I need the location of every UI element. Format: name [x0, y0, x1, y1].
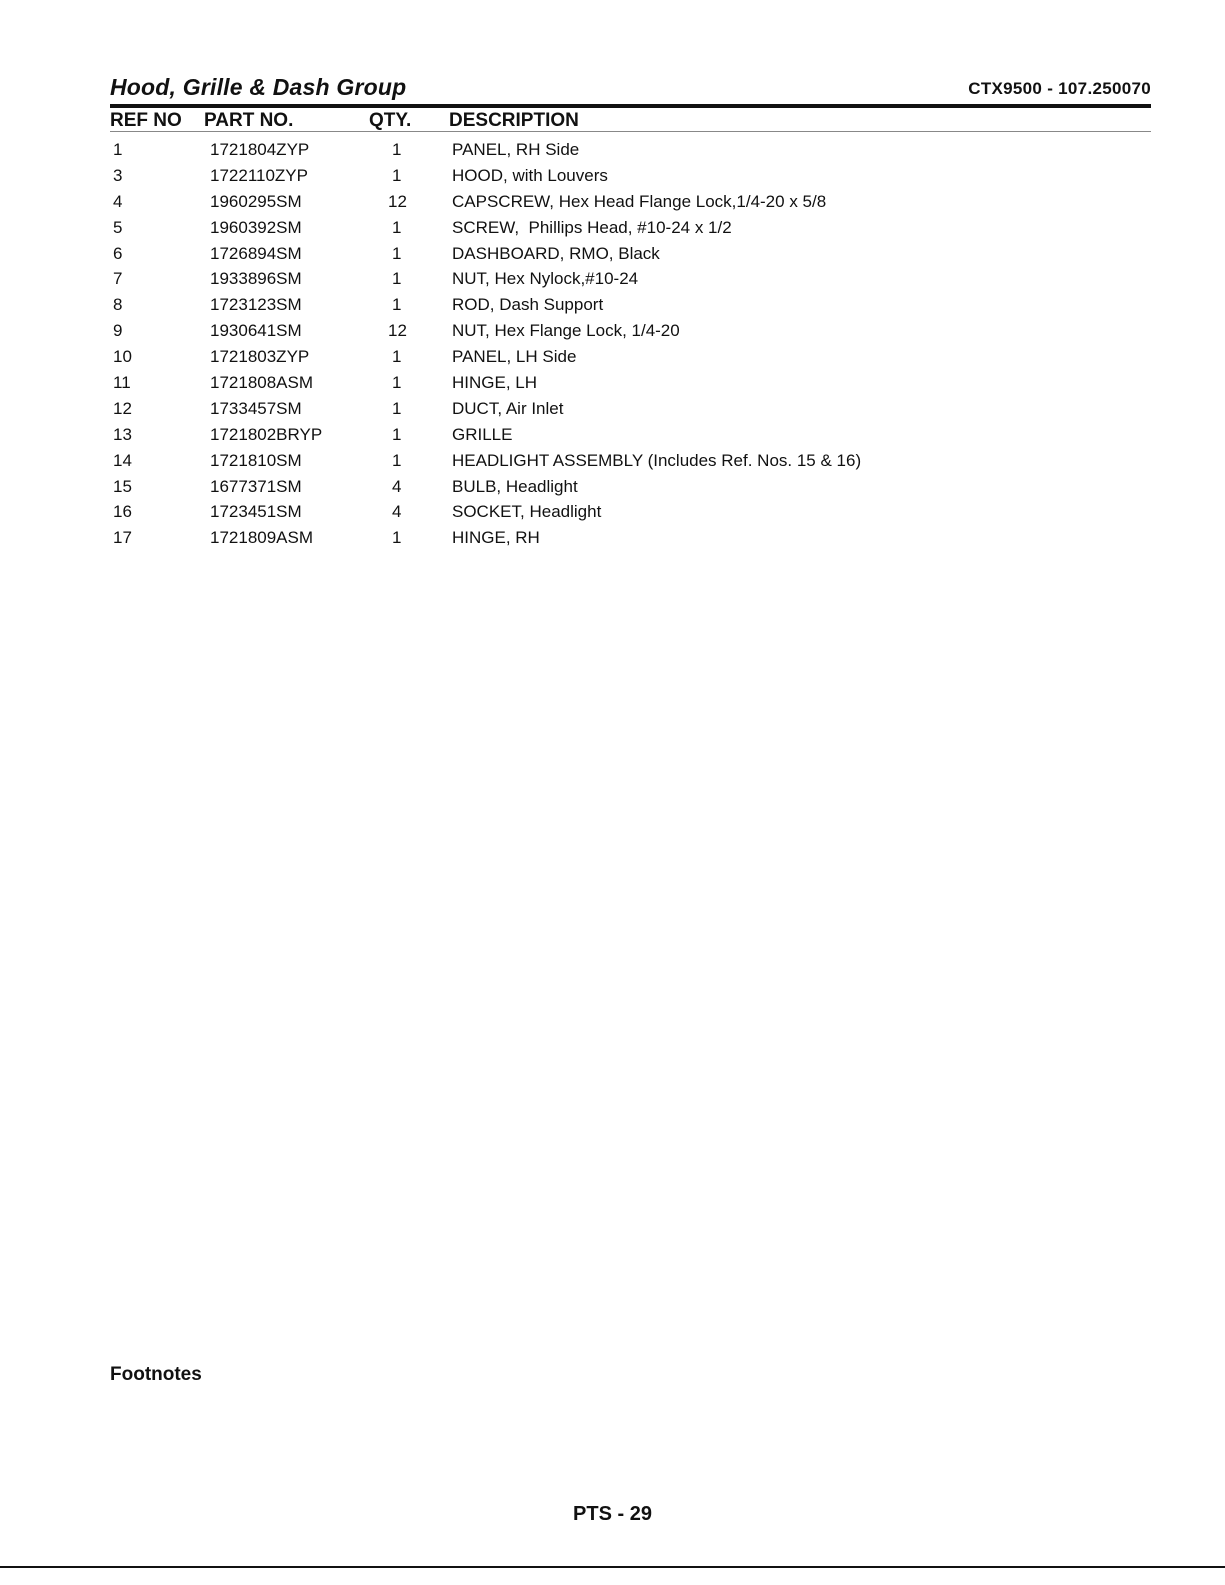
ref-no-cell: 7 [113, 269, 123, 289]
column-header-qty: QTY. [369, 110, 412, 131]
qty-cell: 1 [392, 398, 402, 418]
table-row [110, 526, 1151, 552]
description-cell: HOOD, with Louvers [452, 165, 608, 185]
table-row [110, 345, 1151, 371]
ref-no-cell: 9 [113, 321, 123, 341]
table-header [110, 109, 1151, 132]
page-title: Hood, Grille & Dash Group [110, 74, 407, 100]
ref-no-cell: 6 [113, 243, 123, 263]
description-cell: SCREW, Phillips Head, #10-24 x 1/2 [452, 217, 732, 237]
ref-no-cell: 10 [113, 347, 132, 367]
part-no-cell: 1930641SM [210, 321, 302, 341]
description-cell: PANEL, LH Side [452, 347, 577, 367]
ref-no-cell: 1 [113, 140, 123, 159]
part-no-cell: 1721808ASM [210, 373, 314, 393]
qty-cell: 1 [392, 424, 402, 444]
qty-cell: 1 [392, 269, 402, 289]
qty-cell: 1 [392, 140, 402, 159]
table-row [110, 319, 1151, 345]
table-row [110, 190, 1151, 216]
part-no-cell: 1721810SM [210, 450, 302, 470]
ref-no-cell: 14 [113, 450, 132, 470]
part-no-cell: 1960392SM [210, 217, 302, 237]
ref-no-cell: 4 [113, 191, 123, 211]
qty-cell: 12 [388, 191, 407, 211]
part-no-cell: 1733457SM [210, 398, 302, 418]
qty-cell: 1 [392, 217, 402, 237]
part-no-cell: 1721802BRYP [210, 424, 323, 444]
ref-no-cell: 16 [113, 502, 132, 522]
ref-no-cell: 17 [113, 528, 132, 548]
qty-cell: 12 [388, 321, 407, 341]
page-number: PTS - 29 [573, 1503, 652, 1525]
page-header [110, 74, 1151, 104]
description-cell: HINGE, LH [452, 373, 538, 393]
model-number: CTX9500 - 107.250070 [968, 79, 1151, 98]
description-cell: SOCKET, Headlight [452, 502, 602, 522]
part-no-cell: 1721803ZYP [210, 347, 310, 367]
description-cell: BULB, Headlight [452, 476, 578, 496]
qty-cell: 4 [392, 502, 402, 522]
description-cell: DASHBOARD, RMO, Black [452, 243, 660, 263]
table-row [110, 216, 1151, 242]
description-cell: HEADLIGHT ASSEMBLY (Includes Ref. Nos. 15 & 16) [452, 450, 862, 470]
ref-no-cell: 5 [113, 217, 123, 237]
table-header-divider [110, 131, 1151, 132]
part-no-cell: 1721804ZYP [210, 140, 310, 159]
part-no-cell: 1933896SM [210, 269, 302, 289]
table-row [110, 371, 1151, 397]
part-no-cell: 1723123SM [210, 295, 302, 315]
ref-no-cell: 12 [113, 398, 132, 418]
qty-cell: 1 [392, 243, 402, 263]
qty-cell: 1 [392, 165, 402, 185]
ref-no-cell: 13 [113, 424, 132, 444]
table-row [110, 475, 1151, 501]
table-row [110, 449, 1151, 475]
part-no-cell: 1722110ZYP [210, 165, 308, 185]
page-bottom-divider [0, 1566, 1225, 1568]
part-no-cell: 1960295SM [210, 191, 302, 211]
ref-no-cell: 11 [113, 373, 131, 393]
footnotes-heading: Footnotes [110, 1364, 202, 1385]
parts-table-body [110, 138, 1151, 552]
table-row [110, 397, 1151, 423]
part-no-cell: 1677371SM [210, 476, 302, 496]
table-row [110, 138, 1151, 164]
table-row [110, 293, 1151, 319]
description-cell: CAPSCREW, Hex Head Flange Lock,1/4-20 x 5/8 [452, 191, 827, 211]
part-no-cell: 1721809ASM [210, 528, 314, 548]
qty-cell: 1 [392, 347, 402, 367]
part-no-cell: 1726894SM [210, 243, 302, 263]
description-cell: DUCT, Air Inlet [452, 398, 564, 418]
header-divider [110, 104, 1151, 108]
qty-cell: 1 [392, 295, 402, 315]
table-row [110, 267, 1151, 293]
description-cell: HINGE, RH [452, 528, 540, 548]
table-row [110, 423, 1151, 449]
description-cell: PANEL, RH Side [452, 140, 580, 159]
description-cell: GRILLE [452, 424, 513, 444]
description-cell: NUT, Hex Flange Lock, 1/4-20 [452, 321, 680, 341]
table-row [110, 500, 1151, 526]
qty-cell: 1 [392, 450, 402, 470]
table-row [110, 164, 1151, 190]
part-no-cell: 1723451SM [210, 502, 302, 522]
ref-no-cell: 3 [113, 165, 123, 185]
description-cell: NUT, Hex Nylock,#10-24 [452, 269, 639, 289]
qty-cell: 1 [392, 528, 402, 548]
column-header-description: DESCRIPTION [449, 110, 579, 131]
column-header-part-no: PART NO. [204, 110, 294, 131]
qty-cell: 4 [392, 476, 402, 496]
description-cell: ROD, Dash Support [452, 295, 604, 315]
column-header-ref-no: REF NO [110, 110, 182, 131]
ref-no-cell: 8 [113, 295, 123, 315]
qty-cell: 1 [392, 373, 402, 393]
ref-no-cell: 15 [113, 476, 132, 496]
table-row [110, 242, 1151, 268]
